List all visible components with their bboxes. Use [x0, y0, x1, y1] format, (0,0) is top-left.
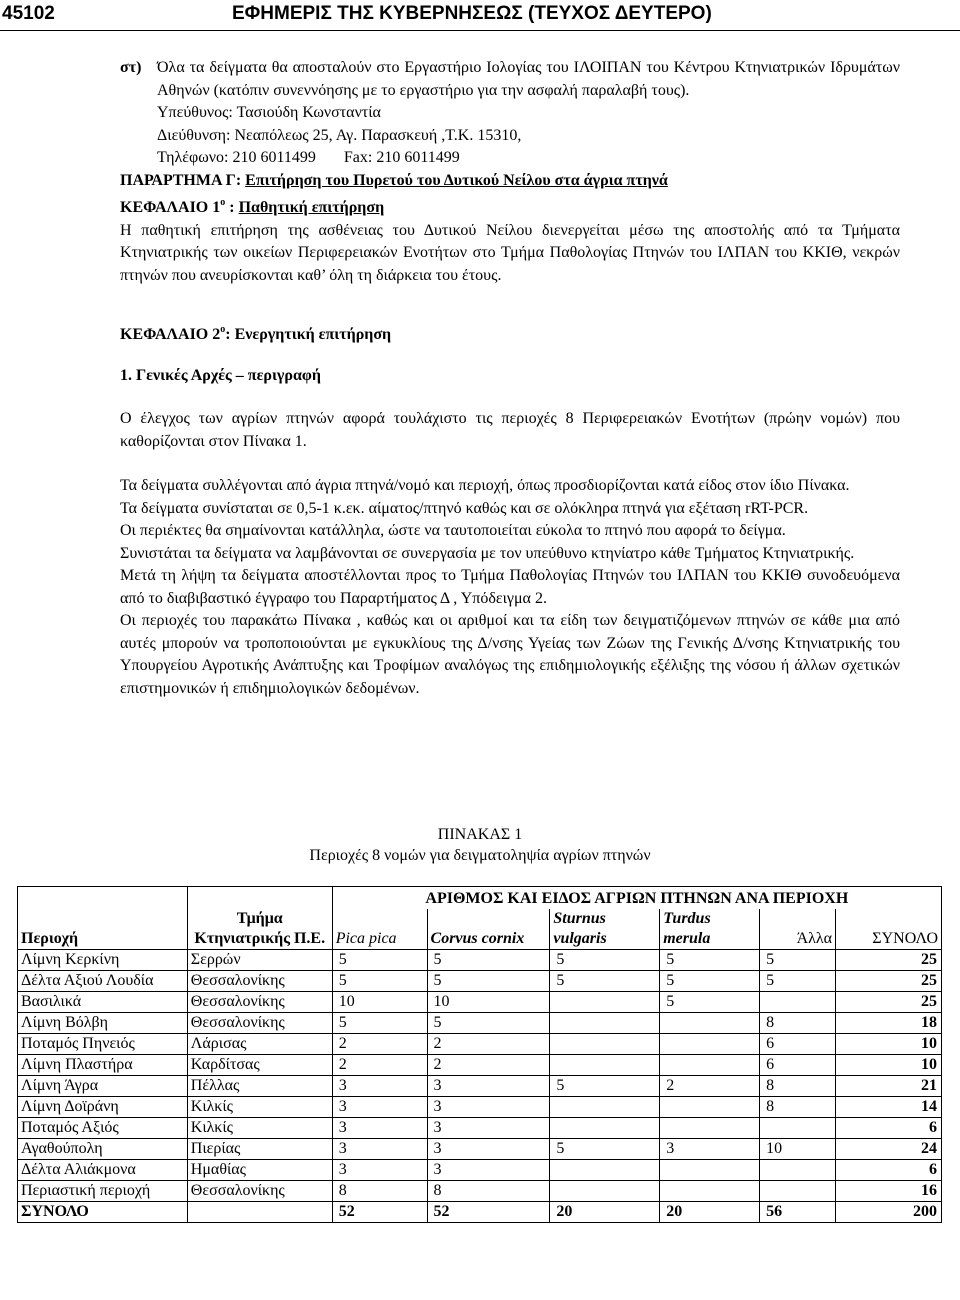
cell-dept: Θεσσαλονίκης [187, 992, 332, 1013]
col-header-pica: Pica pica [332, 909, 427, 950]
table-row [18, 1139, 942, 1160]
cell-region: Αγαθούπολη [18, 1139, 188, 1160]
chapter2-title: : Ενεργητική επιτήρηση [225, 326, 392, 343]
cell-corvus: 3 [427, 1118, 550, 1139]
cell-turdus [660, 1160, 760, 1181]
cell-turdus: 3 [660, 1139, 760, 1160]
cell-total: 16 [836, 1181, 942, 1202]
cell-region: Λίμνη Βόλβη [18, 1013, 188, 1034]
cell-corvus: 5 [427, 1013, 550, 1034]
cell-region: Βασιλικά [18, 992, 188, 1013]
col-header-other: Άλλα [760, 909, 836, 950]
cell-total-dept [187, 1202, 332, 1223]
gazette-title: ΕΦΗΜΕΡΙΣ ΤΗΣ ΚΥΒΕΡΝΗΣΕΩΣ (ΤΕΥΧΟΣ ΔΕΥΤΕΡΟ) [232, 3, 712, 24]
cell-turdus [660, 1055, 760, 1076]
lab-phone: Τηλέφωνο: 210 6011499 Fax: 210 6011499 [157, 149, 460, 166]
cell-corvus: 5 [427, 950, 550, 971]
chapter1-title: Παθητική επιτήρηση [238, 199, 385, 216]
col-header-department: Τμήμα Κτηνιατρικής Π.Ε. [187, 887, 332, 950]
cell-sturnus [550, 1034, 660, 1055]
chapter1-text: Η παθητική επιτήρηση της ασθένειας του Δυτικού Νείλου διενεργείται μέσω της αποστολής από τα Τμήματα Κτηνιατρικής των οικείων Περιφερειακών Ενοτήτων στο Τμήμα Παθολογίας Πτηνών του ΙΛΠΑΝ του ΚΚΙΘ, νεκρών πτηνών που ανευρίσκονται καθ’ όλη τη διάρκεια του έτους. [120, 221, 900, 284]
cell-corvus: 2 [427, 1055, 550, 1076]
cell-pica: 5 [332, 1013, 427, 1034]
cell-pica: 3 [332, 1097, 427, 1118]
annex-label: ΠΑΡΑΡΤΗΜΑ Γ: [120, 171, 242, 189]
cell-sturnus [550, 1055, 660, 1076]
section1-paragraph-2: Τα δείγματα συλλέγονται από άγρια πτηνά/νομό και περιοχή, όπως προσδιορίζονται κατά είδος στον ίδιο Πίνακα. [120, 477, 850, 494]
chapter2-sup: ο [220, 324, 226, 335]
cell-turdus [660, 1118, 760, 1139]
cell-sturnus: 5 [550, 950, 660, 971]
cell-pica: 8 [332, 1181, 427, 1202]
cell-total-pica: 52 [332, 1202, 427, 1223]
cell-total-turdus: 20 [660, 1202, 760, 1223]
section1-paragraph-6: Μετά τη λήψη τα δείγματα αποστέλλονται προς το Τμήμα Παθολογίας Πτηνών του ΙΛΠΑΝ του ΚΚΙΘ συνοδευόμενα από το διαβιβαστικό έγγραφο του Παραρτήματος Δ , Υπόδειγμα 2. [120, 567, 900, 607]
cell-total: 25 [836, 971, 942, 992]
cell-turdus [660, 1034, 760, 1055]
cell-other: 6 [760, 1034, 836, 1055]
cell-pica: 2 [332, 1055, 427, 1076]
lab-address: Διεύθυνση: Νεαπόλεως 25, Αγ. Παρασκευή ,Τ.Κ. 15310, [157, 126, 522, 144]
cell-dept: Πέλλας [187, 1076, 332, 1097]
cell-corvus: 2 [427, 1034, 550, 1055]
chapter2-label: ΚΕΦΑΛΑΙΟ 2 [120, 326, 221, 343]
col-header-region: Περιοχή [18, 887, 188, 950]
cell-pica: 2 [332, 1034, 427, 1055]
cell-total: 25 [836, 992, 942, 1013]
cell-sturnus [550, 1013, 660, 1034]
col-header-total: ΣΥΝΟΛΟ [836, 909, 942, 950]
section1-paragraph-7: Οι περιοχές του παρακάτω Πίνακα , καθώς και οι αριθμοί και τα είδη των δειγματιζόμενων πτηνών σε κάθε μια από αυτές μπορούν να τροποποιούνται με εγκυκλίους της Δ/νσης Υγείας των Ζώων της Γενικής Δ/νσης Κτηνιατρικής του Υπουργείου Αγροτικής Ανάπτυξης και Τροφίμων αναλόγως της επιδημιολογικής εξέλιξης της νόσου ή άλλων σχετικών επιστημονικών ή επιδημιολογικών δεδομένων. [120, 612, 900, 697]
cell-total: 18 [836, 1013, 942, 1034]
cell-corvus: 5 [427, 971, 550, 992]
cell-dept: Κιλκίς [187, 1097, 332, 1118]
cell-total-grand: 200 [836, 1202, 942, 1223]
cell-dept: Σερρών [187, 950, 332, 971]
cell-pica: 5 [332, 950, 427, 971]
cell-total: 10 [836, 1055, 942, 1076]
section1-paragraph-4: Οι περιέκτες θα σημαίνονται κατάλληλα, ώστε να ταυτοποιείται εύκολα το πτηνό που αφορά το δείγμα. [120, 522, 786, 539]
page-number: 45102 [2, 3, 55, 24]
cell-sturnus [550, 1118, 660, 1139]
table-header-row-1 [18, 887, 942, 910]
section1-body [120, 408, 900, 700]
section1-heading: 1. Γενικές Αρχές – περιγραφή [120, 367, 321, 384]
cell-turdus [660, 1013, 760, 1034]
chapter1-label: ΚΕΦΑΛΑΙΟ 1 [120, 199, 221, 216]
chapter1-label-suffix: : [225, 199, 235, 216]
header-rule [0, 30, 960, 31]
section1-paragraph-5: Συνιστάται τα δείγματα να λαμβάνονται σε συνεργασία με τον υπεύθυνο κτηνίατρο κάθε Τμήματος Κτηνιατρικής. [120, 544, 855, 562]
cell-corvus: 3 [427, 1097, 550, 1118]
table-caption-subtitle: Περιοχές 8 νομών για δειγματοληψία αγρίων πτηνών [309, 847, 651, 864]
cell-other: 8 [760, 1076, 836, 1097]
col-header-turdus: Turdus merula [660, 909, 760, 950]
table-caption-title: ΠΙΝΑΚΑΣ 1 [437, 826, 523, 843]
cell-total-sturnus: 20 [550, 1202, 660, 1223]
table-row [18, 1055, 942, 1076]
cell-other [760, 1181, 836, 1202]
table-row [18, 1097, 942, 1118]
cell-corvus: 3 [427, 1076, 550, 1097]
cell-other: 5 [760, 971, 836, 992]
col-header-corvus: Corvus cornix [427, 909, 550, 950]
samples-table [17, 886, 942, 1223]
cell-pica: 3 [332, 1160, 427, 1181]
item-st-block [120, 57, 900, 287]
cell-total: 6 [836, 1160, 942, 1181]
table-total-row [18, 1202, 942, 1223]
cell-other: 10 [760, 1139, 836, 1160]
col-header-sturnus: Sturnus vulgaris [550, 909, 660, 950]
cell-sturnus [550, 992, 660, 1013]
cell-total: 24 [836, 1139, 942, 1160]
cell-pica: 3 [332, 1076, 427, 1097]
cell-other [760, 1160, 836, 1181]
cell-other: 8 [760, 1097, 836, 1118]
section1-block [120, 365, 900, 388]
annex-heading [120, 170, 900, 193]
cell-total: 10 [836, 1034, 942, 1055]
cell-region: Δέλτα Αλιάκμονα [18, 1160, 188, 1181]
item-st-text: Όλα τα δείγματα θα αποσταλούν στο Εργαστήριο Ιολογίας του ΙΛΟΙΠΑΝ του Κέντρου Κτηνιατρικών Ιδρυμάτων Αθηνών (κατόπιν συνεννόησης με το εργαστήριο για την ασφαλή παραλαβή τους). [157, 59, 900, 99]
cell-pica: 5 [332, 971, 427, 992]
cell-pica: 3 [332, 1118, 427, 1139]
cell-region: Ποταμός Αξιός [18, 1118, 188, 1139]
cell-total: 14 [836, 1097, 942, 1118]
cell-dept: Κιλκίς [187, 1118, 332, 1139]
cell-region: Λίμνη Κερκίνη [18, 950, 188, 971]
cell-region: Ποταμός Πηνειός [18, 1034, 188, 1055]
cell-pica: 3 [332, 1139, 427, 1160]
cell-sturnus [550, 1181, 660, 1202]
chapter2-heading [120, 319, 900, 347]
chapter1-sup: ο [220, 197, 226, 208]
cell-total: 21 [836, 1076, 942, 1097]
cell-other: 6 [760, 1055, 836, 1076]
cell-total-other: 56 [760, 1202, 836, 1223]
table-row [18, 971, 942, 992]
cell-dept: Θεσσαλονίκης [187, 1181, 332, 1202]
table-row [18, 1076, 942, 1097]
cell-total: 6 [836, 1118, 942, 1139]
gazette-header [0, 0, 960, 30]
cell-dept: Θεσσαλονίκης [187, 1013, 332, 1034]
cell-region: Περιαστική περιοχή [18, 1181, 188, 1202]
cell-total-label: ΣΥΝΟΛΟ [18, 1202, 188, 1223]
cell-other: 5 [760, 950, 836, 971]
cell-region: Λίμνη Δοϊράνη [18, 1097, 188, 1118]
cell-turdus: 5 [660, 950, 760, 971]
cell-corvus: 3 [427, 1160, 550, 1181]
cell-pica: 10 [332, 992, 427, 1013]
table-row [18, 992, 942, 1013]
cell-dept: Θεσσαλονίκης [187, 971, 332, 992]
cell-corvus: 10 [427, 992, 550, 1013]
cell-turdus: 5 [660, 971, 760, 992]
cell-region: Δέλτα Αξιού Λουδία [18, 971, 188, 992]
cell-corvus: 8 [427, 1181, 550, 1202]
item-st-paragraph [120, 57, 900, 102]
table-row [18, 950, 942, 971]
cell-sturnus: 5 [550, 1139, 660, 1160]
cell-sturnus: 5 [550, 971, 660, 992]
cell-turdus [660, 1181, 760, 1202]
table-row [18, 1034, 942, 1055]
cell-dept: Ημαθίας [187, 1160, 332, 1181]
cell-turdus: 2 [660, 1076, 760, 1097]
section1-paragraph-1: Ο έλεγχος των αγρίων πτηνών αφορά τουλάχιστο τις περιοχές 8 Περιφερειακών Ενοτήτων (πρώην νομών) που καθορίζονται στον Πίνακα 1. [120, 410, 900, 450]
responsible-person: Υπεύθυνος: Τασιούδη Κωνσταντία [157, 104, 381, 121]
cell-sturnus [550, 1097, 660, 1118]
cell-other: 8 [760, 1013, 836, 1034]
cell-dept: Καρδίτσας [187, 1055, 332, 1076]
table-row [18, 1013, 942, 1034]
table-row [18, 1118, 942, 1139]
table-row [18, 1181, 942, 1202]
annex-title: Επιτήρηση του Πυρετού του Δυτικού Νείλου στα άγρια πτηνά [245, 171, 668, 189]
cell-corvus: 3 [427, 1139, 550, 1160]
cell-turdus: 5 [660, 992, 760, 1013]
cell-turdus [660, 1097, 760, 1118]
item-st-label: στ) [120, 59, 142, 76]
cell-region: Λίμνη Άγρα [18, 1076, 188, 1097]
cell-other [760, 1118, 836, 1139]
col-group-header: ΑΡΙΘΜΟΣ ΚΑΙ ΕΙΔΟΣ ΑΓΡΙΩΝ ΠΤΗΝΩΝ ΑΝΑ ΠΕΡΙΟΧΗ [332, 887, 941, 910]
cell-sturnus [550, 1160, 660, 1181]
table-row [18, 1160, 942, 1181]
chapter2-block [120, 319, 900, 347]
section1-paragraph-3: Τα δείγματα συνίσταται σε 0,5-1 κ.εκ. αίματος/πτηνό καθώς και σε ολόκληρα πτηνά για εξέταση rRT-PCR. [120, 499, 809, 517]
cell-total: 25 [836, 950, 942, 971]
cell-sturnus: 5 [550, 1076, 660, 1097]
chapter1-heading [120, 192, 900, 220]
cell-dept: Λάρισας [187, 1034, 332, 1055]
table-caption [0, 824, 960, 866]
cell-other [760, 992, 836, 1013]
cell-total-corvus: 52 [427, 1202, 550, 1223]
cell-region: Λίμνη Πλαστήρα [18, 1055, 188, 1076]
cell-dept: Πιερίας [187, 1139, 332, 1160]
